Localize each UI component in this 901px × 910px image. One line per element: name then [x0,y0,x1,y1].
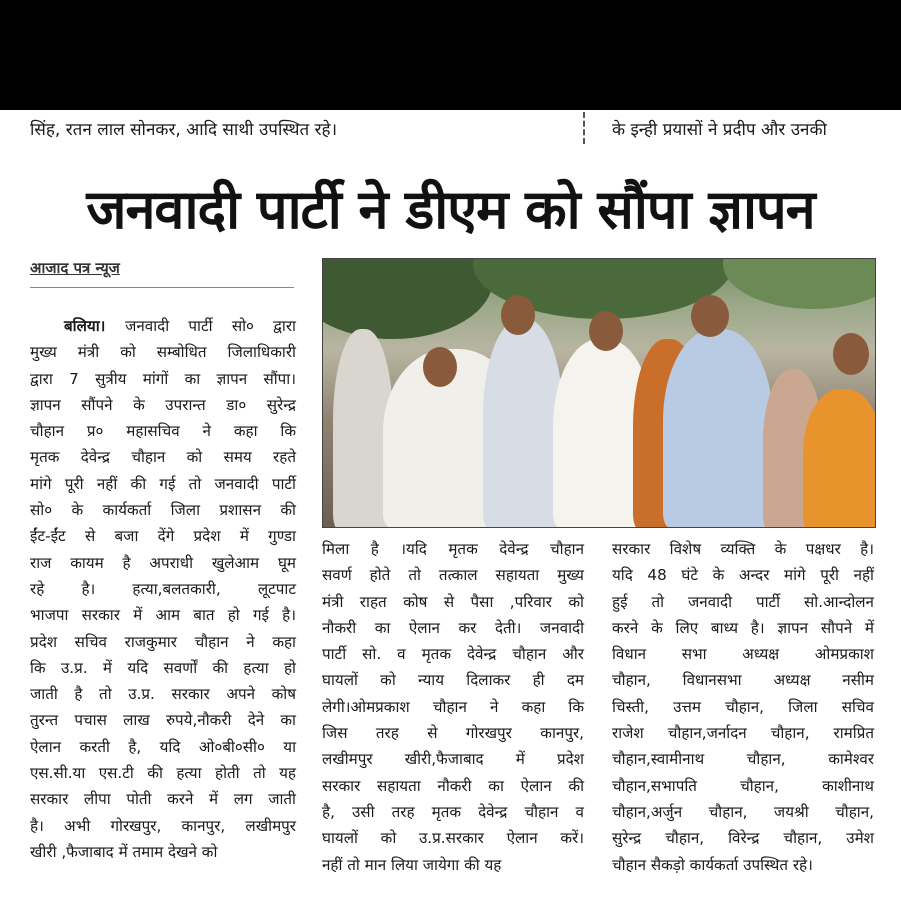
text-line: राजेश चौहान,जर्नादन चौहान, रामप्रित [612,724,874,743]
text-line: सरकार सहायता नौकरी का ऐलान की [322,776,584,795]
text-line: चौहान सैकड़ो कार्यकर्ता उपस्थित रहे। [612,855,813,874]
text-line: पार्टी सो. व मृतक देवेन्द्र चौहान और [322,645,584,664]
text-line: मंत्री राहत कोष से पैसा ,परिवार को [322,592,584,611]
text-line: द्वारा 7 सुत्रीय मांगों का ज्ञापन सौंपा। [30,369,296,388]
text-line: चौहान,स्वामीनाथ चौहान, कामेश्वर [612,750,874,769]
text-line: चौहान,अर्जुन चौहान, जयश्री चौहान, [612,802,874,821]
text-line: चौहान प्र० महासचिव ने कहा कि [30,422,296,441]
text-line: घायलों को उ.प्र.सरकार ऐलान करें। [322,829,584,848]
text-line: प्रदेश सचिव राजकुमार चौहान ने कहा [30,632,296,651]
text-line: कि उ.प्र. में यदि सवर्णों की हत्या हो [30,658,296,677]
text-line: यदि 48 घंटे के अन्दर मांगे पूरी नहीं [612,566,874,585]
text-line: मुख्य मंत्री को सम्बोधित जिलाधिकारी [30,343,296,362]
top-black-bar [0,0,901,110]
text-line: भाजपा सरकार में आम बात हो गई है। [30,606,296,625]
text-line: मृतक देवेन्द्र चौहान को समय रहते [30,448,296,467]
text-line: विधान सभा अध्यक्ष ओमप्रकाश [612,645,874,664]
text-line: राज कायम है अपराधी खुलेआम घूम [30,553,296,572]
text-line: नौकरी का ऐलान कर देती। जनवादी [322,618,584,637]
dateline: बलिया। [64,317,126,335]
article-headline: जनवादी पार्टी ने डीएम को सौंपा ज्ञापन [86,178,815,241]
text-line [30,313,296,339]
article-column-2 [322,536,584,878]
text-line: जाती है तो उ.प्र. सरकार अपने कोष [30,685,296,704]
text-line: लेगी।ओमप्रकाश चौहान ने कहा कि [322,697,584,716]
text-line: चिस्ती, उत्तम चौहान, जिला सचिव [612,697,874,716]
text-line: मांगे पूरी नहीं की गई तो जनवादी पार्टी [30,474,296,493]
text-line: चौहान, विधानसभा अध्यक्ष नसीम [612,671,874,690]
text-line: सरकार लीपा पोती करने में लग जाती [30,790,296,809]
text-line: मिला है ।यदि मृतक देवेन्द्र चौहान [322,540,584,558]
text-line: रहे है। हत्या,बलतकारी, लूटपाट [30,579,296,598]
text-line: घायलों को न्याय दिलाकर ही दम [322,671,584,690]
text-line: खीरी ,फैजाबाद में तमाम देखने को [30,842,218,861]
previous-story-left-line: सिंह, रतन लाल सोनकर, आदि साथी उपस्थित रहे। [30,120,338,140]
text-line: सरकार विशेष व्यक्ति के पक्षधर है। [612,540,874,558]
text-line: करने के लिए बाध्य है। ज्ञापन सौपने में [612,618,874,637]
article-column-3 [612,536,874,878]
text-line: है। अभी गोरखपुर, कानपुर, लखीमपुर [30,816,296,835]
news-photo [322,258,876,528]
text-line-content: जनवादी पार्टी सो० द्वारा [125,317,296,335]
text-line: एस.सी.या एस.टी की हत्या होती तो यह [30,764,296,783]
article-column-1 [30,313,296,865]
text-line: सो० के कार्यकर्ता जिला प्रशासन की [30,501,296,520]
text-line: जिस तरह से गोरखपुर कानपुर, [322,724,584,743]
text-line: है, उसी तरह मृतक देवेन्द्र चौहान व [322,802,584,821]
byline-rule [30,287,294,288]
text-line: ऐलान करती है, यदि ओ०बी०सी० या [30,737,296,756]
text-line: सुरेन्द्र चौहान, विरेन्द्र चौहान, उमेश [612,829,874,848]
text-line: हुई तो जनवादी पार्टी सो.आन्दोलन [612,592,874,611]
text-line: लखीमपुर खीरी,फैजाबाद में प्रदेश [322,750,584,769]
previous-story-right-line: के इन्ही प्रयासों ने प्रदीप और उनकी [612,120,827,140]
text-line: चौहान,सभापति चौहान, काशीनाथ [612,776,874,795]
text-line: ईंट-ईंट से बजा देंगे प्रदेश में गुण्डा [30,527,296,546]
column-divider [583,112,585,144]
text-line: नहीं तो मान लिया जायेगा की यह [322,855,502,874]
text-line: ज्ञापन सौंपने के उपरान्त डा० सुरेन्द्र [30,395,296,414]
text-line: सवर्ण होते तो तत्काल सहायता मुख्य [322,566,584,585]
text-line: तुरन्त पचास लाख रुपये,नौकरी देने का [30,711,296,730]
article-byline: आजाद पत्र न्यूज [30,259,120,277]
